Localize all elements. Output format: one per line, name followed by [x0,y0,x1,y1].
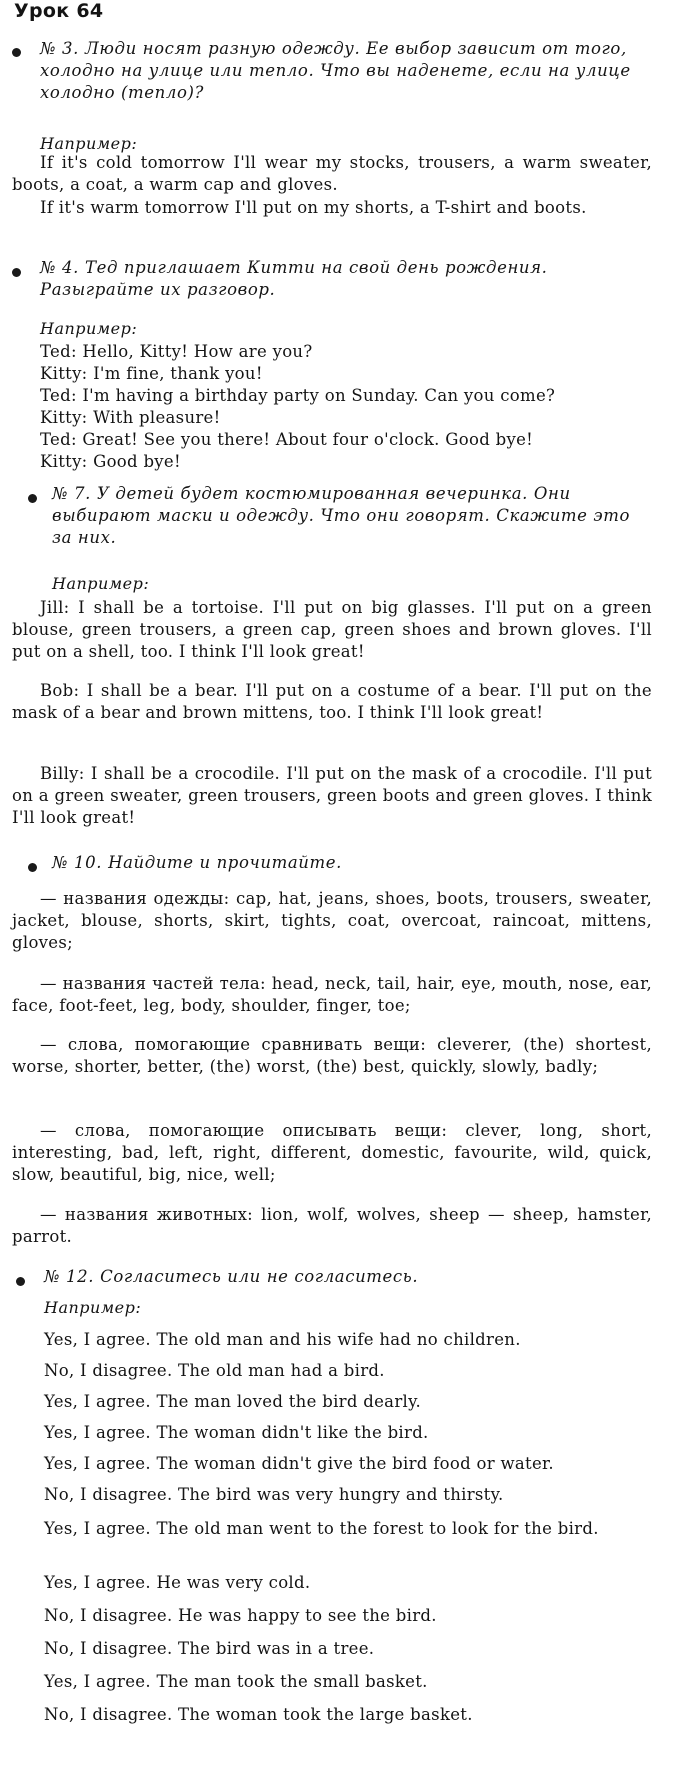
exercise-10-category-describe: — слова, помогающие описывать вещи: clever, long, short, interesting, bad, left, right, different, domestic, favourite, wild, quick, slow, beautiful, big, nice, well; [12,1121,652,1184]
exercise-3-number: № 3. [40,39,80,58]
statement-line: Yes, I agree. The woman didn't give the bird food or water. [44,1454,554,1473]
exercise-4-task [40,257,648,301]
exercise-10-number: № 10. [52,853,103,872]
exercise-3-task [40,38,648,104]
exercise-10-category-clothes: — названия одежды: cap, hat, jeans, shoes, boots, trousers, sweater, jacket, blouse, shorts, skirt, tights, coat, overcoat, raincoat, mittens, gloves; [12,889,652,952]
exercise-3-paragraph-2: If it's warm tomorrow I'll put on my shorts, a T-shirt and boots. [40,198,587,217]
exercise-7-example-label: Например: [52,574,150,593]
exercise-4-example-label: Например: [40,319,138,338]
exercise-12-task-text: Согласитесь или не согласитесь. [100,1267,419,1286]
exercise-12-example-label: Например: [44,1298,142,1317]
exercise-7-paragraph-3: Billy: I shall be a crocodile. I'll put on the mask of a crocodile. I'll put on a green sweater, green trousers, green boots and green gloves. I think I'll look great! [12,764,652,827]
exercise-7-number: № 7. [52,484,92,503]
dialogue-line: Ted: I'm having a birthday party on Sunday. Can you come? [40,386,556,405]
statement-line: Yes, I agree. The old man and his wife had no children. [44,1330,521,1349]
dialogue-line: Ted: Hello, Kitty! How are you? [40,342,313,361]
exercise-3-example-label: Например: [40,134,138,153]
dialogue-line: Kitty: Good bye! [40,452,181,471]
bullet-icon [28,494,37,503]
statement-line: No, I disagree. The woman took the large basket. [44,1705,473,1724]
exercise-4-number: № 4. [40,258,80,277]
exercise-7-task-text: У детей будет костюмированная вечеринка. Они выбирают маски и одежду. Что они говорят. Скажите это за них. [52,484,630,547]
statement-line: No, I disagree. The bird was very hungry and thirsty. [44,1485,504,1504]
statement-line: No, I disagree. He was happy to see the bird. [44,1606,437,1625]
bullet-icon [12,48,21,57]
exercise-7-task [52,483,652,549]
exercise-7-paragraph-1: Jill: I shall be a tortoise. I'll put on big glasses. I'll put on a green blouse, green trousers, a green cap, green shoes and brown gloves. I'll put on a shell, too. I think I'll look great! [12,598,652,661]
exercise-10-task [52,852,652,874]
exercise-7-paragraph-2: Bob: I shall be a bear. I'll put on a costume of a bear. I'll put on the mask of a bear and brown mittens, too. I think I'll look great! [12,681,652,722]
statement-line: Yes, I agree. The old man went to the forest to look for the bird. [44,1519,599,1538]
exercise-10-category-animals: — названия животных: lion, wolf, wolves, sheep — sheep, hamster, parrot. [12,1205,652,1246]
bullet-icon [28,863,37,872]
statement-line: Yes, I agree. The man took the small basket. [44,1672,428,1691]
lesson-title: Урок 64 [14,0,104,22]
exercise-3-paragraph-1: If it's cold tomorrow I'll wear my stocks, trousers, a warm sweater, boots, a coat, a warm cap and gloves. [12,153,652,194]
dialogue-line: Ted: Great! See you there! About four o'clock. Good bye! [40,430,534,449]
exercise-3-task-text: Люди носят разную одежду. Ее выбор зависит от того, холодно на улице или тепло. Что вы наденете, если на улице холодно (тепло)? [40,39,631,102]
dialogue-line: Kitty: I'm fine, thank you! [40,364,263,383]
bullet-icon [16,1277,25,1286]
exercise-10-task-text: Найдите и прочитайте. [108,853,342,872]
exercise-12-task [44,1266,644,1288]
exercise-12-number: № 12. [44,1267,95,1286]
dialogue-line: Kitty: With pleasure! [40,408,221,427]
statement-line: Yes, I agree. He was very cold. [44,1573,311,1592]
statement-line: Yes, I agree. The man loved the bird dearly. [44,1392,422,1411]
statement-line: Yes, I agree. The woman didn't like the bird. [44,1423,429,1442]
statement-line: No, I disagree. The bird was in a tree. [44,1639,375,1658]
bullet-icon [12,268,21,277]
exercise-10-category-compare: — слова, помогающие сравнивать вещи: cleverer, (the) shortest, worse, shorter, better, (the) worst, (the) best, quickly, slowly, badly; [12,1035,652,1076]
statement-line: No, I disagree. The old man had a bird. [44,1361,385,1380]
exercise-10-category-body: — названия частей тела: head, neck, tail, hair, eye, mouth, nose, ear, face, foot-feet, leg, body, shoulder, finger, toe; [12,974,652,1015]
exercise-4-task-text: Тед приглашает Китти на свой день рождения. Разыграйте их разговор. [40,258,548,299]
